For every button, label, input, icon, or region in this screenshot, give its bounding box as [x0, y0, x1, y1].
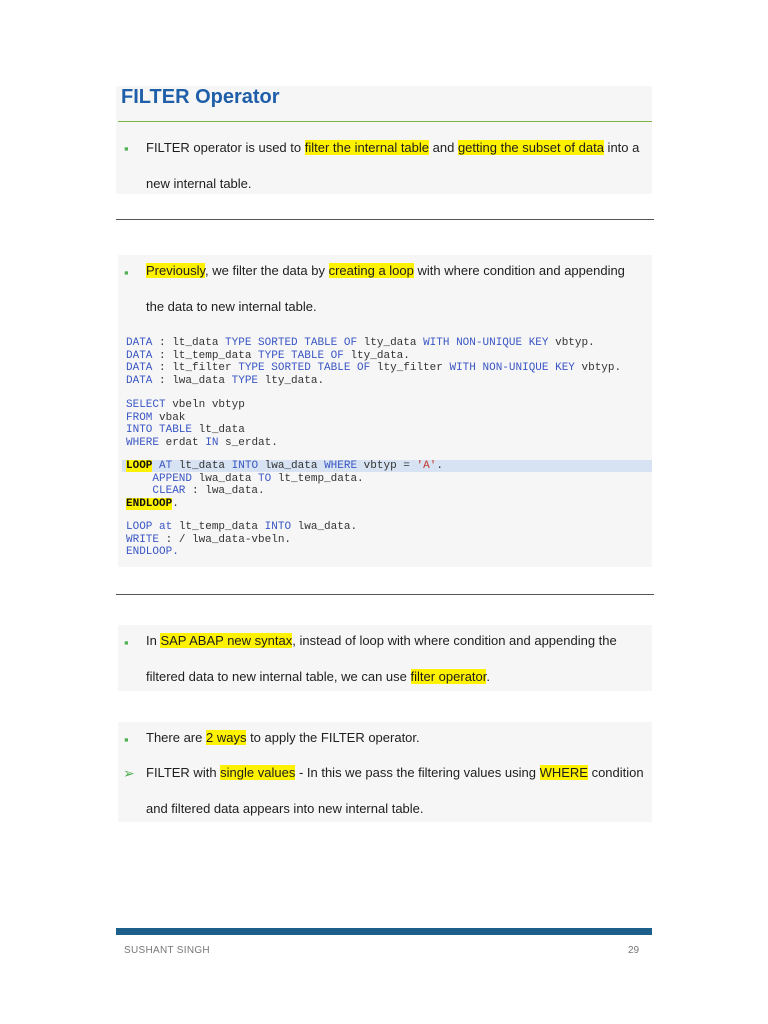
code-line	[126, 485, 443, 498]
code-token: lty_data.	[343, 349, 410, 362]
paragraph-1-line-1	[146, 140, 639, 155]
text: There are	[146, 730, 206, 745]
code-line	[126, 362, 621, 375]
code-token: WITH NON-UNIQUE KEY	[423, 337, 549, 349]
arrow-bullet-icon: ➢	[123, 765, 135, 781]
highlight: WHERE	[539, 765, 588, 780]
code-token: AT	[159, 460, 173, 472]
divider	[116, 594, 654, 595]
code-declarations	[126, 337, 621, 387]
paragraph-3-line-2	[146, 669, 490, 684]
highlight: getting the subset of data	[457, 140, 604, 155]
code-token: vbeln vbtyp	[165, 399, 245, 411]
code-token: lty_filter	[370, 362, 450, 374]
code-line	[126, 473, 443, 486]
code-token: lt_data	[192, 424, 245, 436]
highlight: Previously	[146, 263, 206, 278]
code-token: APPEND	[152, 472, 193, 485]
code-token: lwa_data	[192, 472, 259, 485]
page-number: 29	[628, 945, 640, 956]
code-token: vbak	[152, 411, 186, 424]
code-token: ENDLOOP	[126, 497, 173, 510]
code-token: s_erdat.	[218, 436, 278, 449]
code-line	[126, 375, 621, 388]
divider	[116, 219, 654, 220]
code-token: lty_data	[357, 337, 424, 349]
highlight: filter operator	[410, 669, 487, 684]
text: condition	[587, 765, 644, 780]
code-token	[126, 485, 152, 497]
code-token: lt_temp_data.	[271, 472, 364, 485]
code-line	[126, 460, 443, 473]
code-token: LOOP at	[126, 521, 173, 533]
text: , instead of loop with where condition and appending the	[292, 633, 617, 648]
text: FILTER operator is used to	[146, 140, 305, 155]
code-token: : lt_data	[152, 337, 226, 349]
code-token: DATA	[126, 349, 153, 362]
paragraph-4	[146, 730, 420, 745]
text: into a	[603, 140, 640, 155]
code-token: DATA	[126, 374, 153, 387]
code-token: INTO	[231, 460, 259, 472]
text: with where condition and appending	[413, 263, 625, 278]
code-line	[126, 498, 443, 511]
highlight: single values	[220, 765, 296, 780]
code-token: TYPE SORTED TABLE OF	[238, 362, 371, 374]
code-token: FROM	[126, 411, 153, 424]
code-token: INTO	[264, 521, 292, 533]
paragraph-3-line-1	[146, 633, 617, 648]
code-token: WITH NON-UNIQUE KEY	[449, 362, 575, 374]
code-token: DATA	[126, 362, 153, 374]
bullet-icon: ▪	[124, 732, 129, 747]
code-line	[126, 337, 621, 350]
footer-bar	[116, 928, 652, 935]
code-line	[126, 534, 357, 547]
code-token: SELECT	[126, 399, 166, 411]
code-token: INTO TABLE	[126, 424, 193, 436]
code-token: .	[172, 497, 179, 510]
paragraph-2-line-1	[146, 263, 625, 278]
text: filtered data to new internal table, we can use	[146, 669, 411, 684]
code-loop-where	[126, 460, 443, 510]
code-token: vbtyp.	[548, 337, 595, 349]
code-token: : / lwa_data-vbeln.	[159, 533, 292, 546]
code-token: erdat	[159, 436, 206, 449]
code-token: WHERE	[324, 460, 358, 472]
paragraph-5-line-2: and filtered data appears into new internal table.	[146, 801, 424, 816]
code-loop-write	[126, 521, 357, 559]
bullet-icon: ▪	[124, 141, 129, 156]
text: FILTER with	[146, 765, 221, 780]
code-line	[126, 350, 621, 363]
bullet-icon: ▪	[124, 265, 129, 280]
text: and	[429, 140, 458, 155]
code-line	[126, 399, 278, 412]
code-token: LOOP	[126, 460, 153, 472]
page-title: FILTER Operator	[121, 86, 280, 108]
code-line	[126, 437, 278, 450]
text: to apply the FILTER operator.	[246, 730, 420, 745]
code-token: lt_data	[172, 460, 232, 472]
code-token: : lwa_data.	[185, 485, 265, 497]
title-underline	[118, 121, 652, 122]
code-select	[126, 399, 278, 449]
highlight: 2 ways	[205, 730, 247, 745]
code-line	[126, 546, 357, 559]
code-token: CLEAR	[152, 485, 186, 497]
code-token: DATA	[126, 337, 153, 349]
text: .	[486, 669, 490, 684]
footer-author: SUSHANT SINGH	[124, 945, 210, 956]
code-token: TO	[258, 472, 272, 485]
highlight: filter the internal table	[304, 140, 430, 155]
code-token	[126, 473, 152, 485]
code-line	[126, 424, 278, 437]
code-token: vbtyp.	[574, 362, 622, 374]
text: - In this we pass the filtering values using	[295, 765, 540, 780]
code-line	[126, 412, 278, 425]
code-token: : lt_temp_data	[152, 349, 259, 362]
code-line	[126, 521, 357, 534]
code-token: WHERE	[126, 436, 160, 449]
code-token: .	[436, 460, 443, 472]
code-token: 'A'	[416, 460, 437, 472]
code-token: vbtyp =	[357, 460, 417, 472]
code-token: : lt_filter	[152, 362, 239, 374]
paragraph-2-line-2: the data to new internal table.	[146, 299, 317, 314]
highlight: creating a loop	[328, 263, 414, 278]
code-token: TYPE	[231, 374, 259, 387]
paragraph-1-line-2: new internal table.	[146, 176, 252, 191]
code-token: IN	[205, 436, 219, 449]
text: , we filter the data by	[205, 263, 329, 278]
code-token: : lwa_data	[152, 374, 232, 387]
text: In	[146, 633, 161, 648]
bullet-icon: ▪	[124, 635, 129, 650]
paragraph-5-line-1	[146, 765, 644, 780]
code-token: TYPE TABLE OF	[258, 349, 344, 362]
code-token: lwa_data.	[291, 521, 358, 533]
highlight: SAP ABAP new syntax	[160, 633, 293, 648]
code-token: TYPE SORTED TABLE OF	[225, 337, 358, 349]
code-token: WRITE	[126, 533, 160, 546]
code-token: lty_data.	[258, 374, 325, 387]
code-token: lwa_data	[258, 460, 325, 472]
code-token: lt_temp_data	[172, 521, 265, 533]
code-token: ENDLOOP.	[126, 546, 179, 558]
